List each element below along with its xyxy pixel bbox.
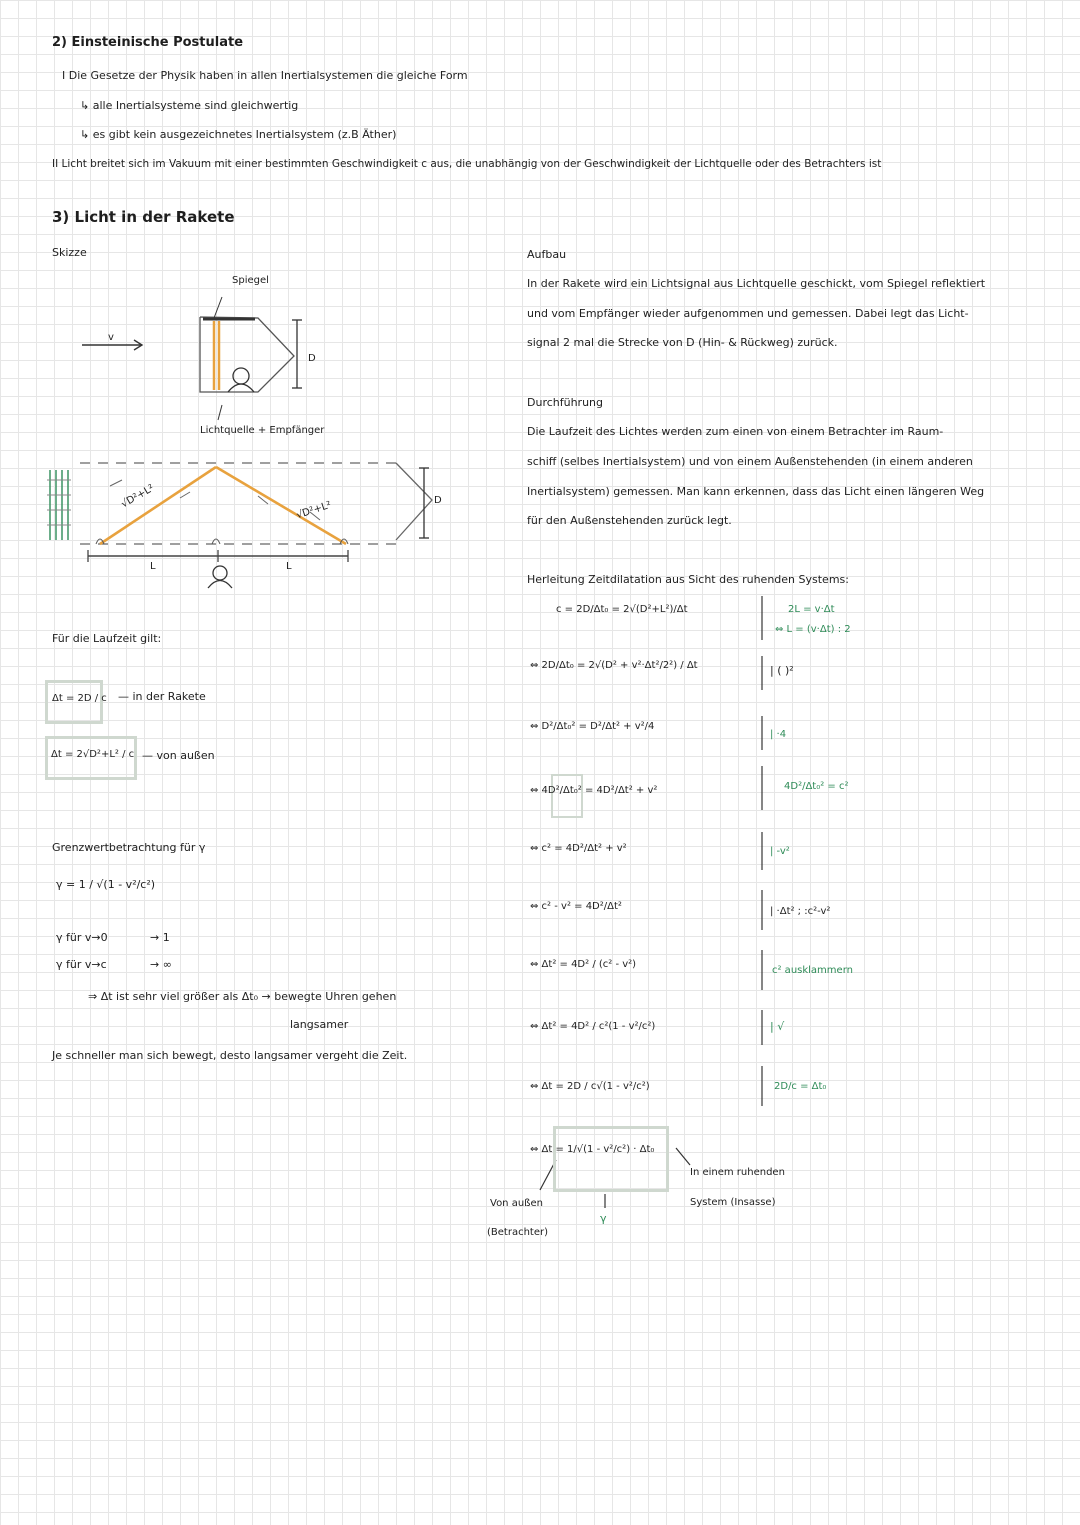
formula-in-rocket-label: — in der Rakete: [118, 690, 206, 703]
durchfuehrung-line-3: Inertialsystem) gemessen. Man kann erkennen, dass das Licht einen längeren Weg: [527, 485, 985, 498]
distance-label-small: D: [308, 353, 316, 364]
source-label: Lichtquelle + Empfänger: [200, 425, 325, 436]
aufbau-line-2: und vom Empfänger wieder aufgenommen und gemessen. Dabei legt das Licht-: [527, 307, 969, 320]
l-right-label: L: [286, 561, 292, 572]
durchfuehrung-title: Durchführung: [527, 396, 604, 409]
formula-in-rocket: Δt = 2D / c: [52, 693, 107, 704]
derivation-note-9: | √: [770, 1020, 785, 1033]
distance-label-large: D: [434, 495, 442, 506]
derivation-step-1: c = 2D/Δt₀ = 2√(D²+L²)/Δt: [556, 604, 688, 615]
rocket-heading: 3) Licht in der Rakete: [52, 208, 235, 226]
limit-conclusion: ⇒ Δt ist sehr viel größer als Δt₀ → bewegte Uhren gehen: [88, 990, 397, 1003]
derivation-note-2: ⇔ L = (v·Δt) : 2: [775, 624, 851, 635]
gamma-formula: γ = 1 / √(1 - v²/c²): [56, 878, 156, 891]
gamma-case-1-value: → 1: [150, 931, 170, 944]
postulate-1b: ↳ es gibt kein ausgezeichnetes Inertialsystem (z.B Äther): [80, 128, 397, 141]
sketch-label: Skizze: [52, 246, 87, 259]
postulate-1a: ↳ alle Inertialsysteme sind gleichwertig: [80, 99, 299, 112]
velocity-label: v: [108, 332, 114, 343]
derivation-step-5: ⇔ c² = 4D²/Δt² + v²: [530, 843, 627, 854]
gamma-case-2: γ für v→c: [56, 958, 107, 971]
derivation-note-3: | ( )²: [770, 664, 794, 677]
gamma-case-2-value: → ∞: [150, 958, 172, 971]
aufbau-line-1: In der Rakete wird ein Lichtsignal aus Lichtquelle geschickt, vom Spiegel reflektiert: [527, 277, 986, 290]
gamma-case-1: γ für v→0: [56, 931, 108, 944]
limit-summary: Je schneller man sich bewegt, desto langsamer vergeht die Zeit.: [52, 1049, 408, 1062]
formula-outside: Δt = 2√D²+L² / c: [51, 749, 135, 760]
derivation-note-1: 2L = v·Δt: [788, 604, 835, 615]
postulate-2: II Licht breitet sich im Vakuum mit einer bestimmten Geschwindigkeit c aus, die unabhängig von der Geschwindigkeit der Lichtquelle oder des Betrachters ist: [52, 158, 882, 170]
hyp-right-label: √D²+L²: [295, 499, 333, 522]
derivation-step-10: ⇔ Δt = 1/√(1 - v²/c²) · Δt₀: [530, 1144, 655, 1155]
observer-label: Von außen: [490, 1198, 543, 1209]
limit-title: Grenzwertbetrachtung für γ: [52, 841, 206, 854]
derivation-step-2: ⇔ 2D/Δt₀ = 2√(D² + v²·Δt²/2²) / Δt: [530, 660, 698, 671]
formula-outside-label: — von außen: [142, 749, 215, 762]
hyp-left-label: √D²+L²: [119, 482, 157, 511]
derivation-note-6: | -v²: [770, 846, 790, 857]
limit-conclusion-2: langsamer: [290, 1018, 349, 1031]
rest-system-label: In einem ruhenden: [690, 1167, 785, 1178]
l-left-label: L: [150, 561, 156, 572]
derivation-note-7: | ·Δt² ; :c²-v²: [770, 906, 831, 917]
aufbau-title: Aufbau: [527, 248, 567, 261]
durchfuehrung-line-2: schiff (selbes Inertialsystem) und von einem Außenstehenden (in einem anderen: [527, 455, 973, 468]
derivation-step-6: ⇔ c² - v² = 4D²/Δt²: [530, 901, 622, 912]
rest-system-label-2: System (Insasse): [690, 1197, 776, 1208]
derivation-step-4: ⇔ 4D²/Δt₀² = 4D²/Δt² + v²: [530, 785, 658, 796]
observer-label-2: (Betrachter): [487, 1227, 548, 1238]
derivation-note-5: 4D²/Δt₀² = c²: [784, 781, 849, 792]
derivation-step-8: ⇔ Δt² = 4D² / c²(1 - v²/c²): [530, 1021, 656, 1032]
derivation-step-7: ⇔ Δt² = 4D² / (c² - v²): [530, 959, 637, 970]
derivation-note-8: c² ausklammern: [772, 965, 853, 976]
aufbau-line-3: signal 2 mal die Strecke von D (Hin- & Rückweg) zurück.: [527, 336, 838, 349]
derivation-step-3: ⇔ D²/Δt₀² = D²/Δt² + v²/4: [530, 721, 655, 732]
result-box: [553, 1126, 669, 1192]
derivation-note-4: | ·4: [770, 729, 787, 740]
gamma-marker: γ: [600, 1212, 607, 1225]
derivation-step-9: ⇔ Δt = 2D / c√(1 - v²/c²): [530, 1081, 650, 1092]
mirror-label: Spiegel: [232, 275, 269, 286]
derivation-title: Herleitung Zeitdilatation aus Sicht des ruhenden Systems:: [527, 573, 849, 586]
derivation-note-10: 2D/c = Δt₀: [774, 1081, 827, 1092]
postulate-1: I Die Gesetze der Physik haben in allen Inertialsystemen die gleiche Form: [62, 69, 468, 82]
durchfuehrung-line-1: Die Laufzeit des Lichtes werden zum einen von einem Betrachter im Raum-: [527, 425, 944, 438]
runtime-title: Für die Laufzeit gilt:: [52, 632, 162, 645]
postulates-heading: 2) Einsteinische Postulate: [52, 35, 244, 50]
durchfuehrung-line-4: für den Außenstehenden zurück legt.: [527, 514, 732, 527]
